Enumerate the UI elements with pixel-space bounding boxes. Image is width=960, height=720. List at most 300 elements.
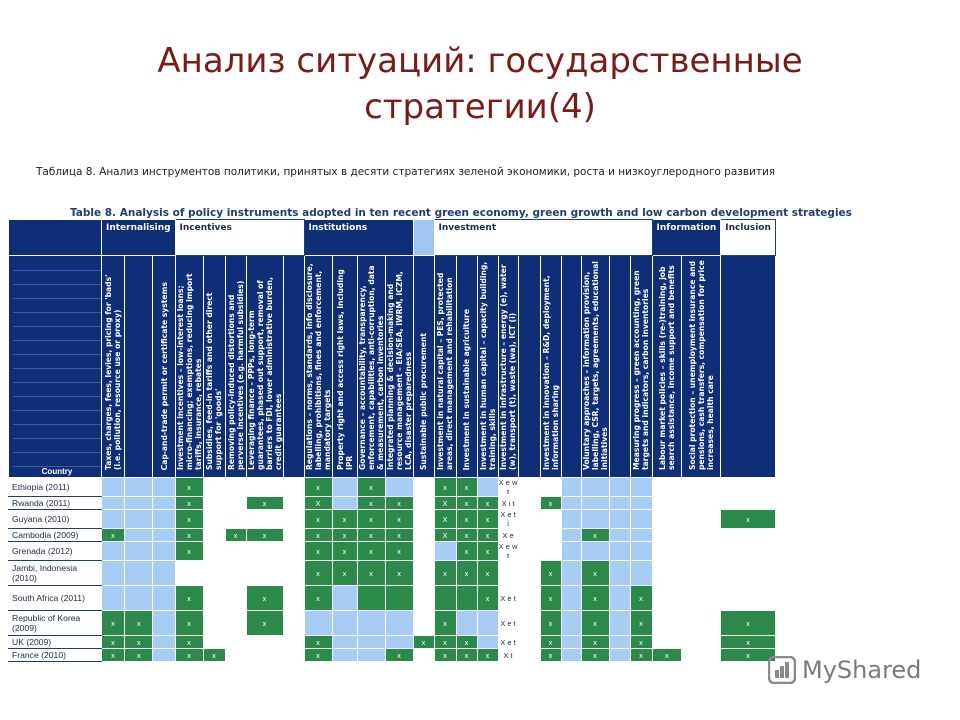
- table-cell: x: [721, 636, 776, 649]
- group-header: Information: [652, 220, 721, 256]
- table-cell: x: [581, 529, 609, 542]
- table-cell: [561, 586, 581, 611]
- table-cell: [283, 636, 304, 649]
- table-cell: [561, 561, 581, 586]
- table-cell: [561, 649, 581, 662]
- table-cell: [652, 497, 681, 510]
- table-cell: [246, 542, 283, 561]
- table-cell: [609, 586, 630, 611]
- table-cell: x: [721, 649, 776, 662]
- table-cell: x: [581, 611, 609, 636]
- column-header: [357, 256, 385, 478]
- table-cell: x: [102, 611, 125, 636]
- table-cell: [682, 561, 721, 586]
- table-cell: x: [357, 478, 385, 497]
- table-cell: [283, 510, 304, 529]
- column-header: [540, 256, 561, 478]
- table-cell: X e t: [498, 611, 518, 636]
- table-cell: [102, 510, 125, 529]
- table-row: [9, 611, 776, 636]
- column-header: [498, 256, 518, 478]
- column-header: [413, 256, 434, 478]
- table-cell: x: [652, 649, 681, 662]
- table-cell: x: [630, 611, 652, 636]
- group-header-row: [9, 220, 776, 256]
- table-cell: [246, 561, 283, 586]
- table-cell: [721, 586, 776, 611]
- table-cell: [682, 510, 721, 529]
- table-cell: x: [175, 478, 203, 497]
- table-cell: x: [175, 611, 203, 636]
- table-cell: [332, 478, 357, 497]
- table-cell: [225, 542, 246, 561]
- table-cell: [357, 636, 385, 649]
- table-cell: [540, 542, 561, 561]
- table-cell: [609, 636, 630, 649]
- table-cell: x: [125, 636, 153, 649]
- policy-instruments-table: [8, 219, 776, 662]
- table-cell: [477, 636, 498, 649]
- table-cell: x: [246, 611, 283, 636]
- column-header-label: Voluntary approaches – information provision, labelling, CSR, targets, agreements, educational initiatives: [581, 261, 609, 470]
- table-cell: x: [477, 586, 498, 611]
- table-cell: x: [304, 586, 332, 611]
- table-cell: x: [125, 649, 153, 662]
- table-cell: [203, 510, 225, 529]
- table-row: [9, 636, 776, 649]
- table-cell: x: [456, 649, 477, 662]
- header-corner: [9, 220, 102, 256]
- table-cell: [652, 478, 681, 497]
- column-header-label: Labour market policies – skills (re-)training, job search assistance, income support and benefits: [657, 265, 676, 470]
- table-cell: [518, 586, 540, 611]
- table-cell: [477, 611, 498, 636]
- table-cell: [125, 497, 153, 510]
- table-cell: [225, 510, 246, 529]
- column-header-label: Leveraging finance – PPPs, long-term guarantees, phased out support, removal of barriers to FDI, lower administrative burden, credit guarantees: [246, 277, 283, 470]
- table-cell: [283, 561, 304, 586]
- column-header: [125, 256, 153, 478]
- table-cell: [125, 561, 153, 586]
- country-column-header: [9, 256, 102, 478]
- table-cell: x: [581, 561, 609, 586]
- column-header: [561, 256, 581, 478]
- table-cell: [652, 586, 681, 611]
- column-header-label: Taxes, charges, fees, levies, pricing for 'bads' (i.e. pollution, resource use or proxy): [104, 274, 123, 470]
- group-header: Investment: [434, 220, 652, 256]
- column-header-label: Social protection – unemployment insurance and pensions, cash transfers, compensation for price increases, health care: [687, 260, 715, 470]
- table-cell: [609, 542, 630, 561]
- table-row: [9, 561, 776, 586]
- table-cell: [153, 510, 175, 529]
- table-cell: [581, 497, 609, 510]
- column-header: [630, 256, 652, 478]
- myshared-logo-text: MyShared: [802, 656, 922, 684]
- group-header: Institutions: [304, 220, 413, 256]
- column-header-label: Investment in human capital – capacity building, training, skills: [478, 261, 497, 470]
- table-cell: [581, 542, 609, 561]
- table-cell: [332, 636, 357, 649]
- table-cell: [153, 529, 175, 542]
- table-cell: x: [456, 636, 477, 649]
- table-cell: [153, 542, 175, 561]
- table-cell: [682, 529, 721, 542]
- table-cell: [652, 561, 681, 586]
- slide-title-line-2: стратегии(4): [364, 87, 596, 127]
- table-cell: [540, 510, 561, 529]
- table-cell: [540, 529, 561, 542]
- table-cell: x: [304, 529, 332, 542]
- table-cell: x: [357, 510, 385, 529]
- table-cell: x: [304, 542, 332, 561]
- table-cell: x: [246, 497, 283, 510]
- table-cell: [413, 497, 434, 510]
- table-cell: [652, 542, 681, 561]
- table-cell: [332, 611, 357, 636]
- table-cell: x: [246, 586, 283, 611]
- table-cell: x: [304, 510, 332, 529]
- table-cell: [102, 542, 125, 561]
- table-cell: x: [477, 542, 498, 561]
- table-cell: [283, 529, 304, 542]
- table-cell: [225, 636, 246, 649]
- column-header-label: Subsidies, feed-in tariffs and other direct support for 'goods': [205, 292, 224, 470]
- table-cell: x: [357, 542, 385, 561]
- column-header-label: Investment in infrastructure – energy (e), water (w), transport (t), waste (wa), ICT (i): [499, 264, 518, 470]
- table-cell: x: [456, 529, 477, 542]
- group-header: Internalising: [102, 220, 176, 256]
- table-cell: x: [540, 497, 561, 510]
- column-header: [332, 256, 357, 478]
- table-cell: [682, 611, 721, 636]
- table-cell: [609, 561, 630, 586]
- column-header-label: Measuring progress – green accounting, green targets and indicators, carbon inventories: [632, 270, 651, 470]
- table-cell: [102, 561, 125, 586]
- column-header-label: Governance – accountability, transparency, enforcement, capabilities, anti-corruption, data & measurement, carbon inventories: [357, 265, 385, 470]
- table-cell: x: [332, 529, 357, 542]
- table-cell: [561, 636, 581, 649]
- table-cell: x: [581, 586, 609, 611]
- table-cell: [332, 649, 357, 662]
- table-cell: [246, 478, 283, 497]
- column-header: [581, 256, 609, 478]
- table-cell: [434, 542, 456, 561]
- table-cell: [581, 510, 609, 529]
- table-cell: x: [357, 497, 385, 510]
- table-cell: x: [246, 529, 283, 542]
- column-header: [477, 256, 498, 478]
- table-cell: [225, 478, 246, 497]
- table-cell: [203, 529, 225, 542]
- table-cell: x: [477, 561, 498, 586]
- table-cell: [609, 510, 630, 529]
- table-cell: [153, 649, 175, 662]
- table-cell: [456, 611, 477, 636]
- country-cell: Guyana (2010): [9, 510, 102, 529]
- table-cell: [357, 649, 385, 662]
- table-cell: [153, 561, 175, 586]
- column-header-row: [9, 256, 776, 478]
- column-header: [456, 256, 477, 478]
- column-header-label: Investment in innovation – R&D, deployment, information sharing: [541, 275, 560, 470]
- table-cell: x: [721, 510, 776, 529]
- table-cell: x: [540, 636, 561, 649]
- table-cell: x: [581, 649, 609, 662]
- column-header-label: Sustainable public procurement: [419, 332, 429, 470]
- table-cell: [652, 611, 681, 636]
- country-cell: Republic of Korea (2009): [9, 611, 102, 636]
- table-row: [9, 497, 776, 510]
- table-cell: x: [102, 529, 125, 542]
- table-cell: [203, 611, 225, 636]
- table-cell: [203, 586, 225, 611]
- table-cell: [357, 611, 385, 636]
- table-cell: [283, 497, 304, 510]
- table-cell: [102, 586, 125, 611]
- table-cell: [413, 611, 434, 636]
- table-cell: [518, 497, 540, 510]
- table-cell: [518, 649, 540, 662]
- table-cell: [518, 636, 540, 649]
- table-cell: x: [304, 478, 332, 497]
- column-header: [175, 256, 203, 478]
- table-cell: x: [175, 649, 203, 662]
- table-cell: X e w t: [498, 478, 518, 496]
- table-cell: [652, 529, 681, 542]
- table-cell: [518, 510, 540, 529]
- table-cell: [413, 649, 434, 662]
- table-cell: x: [332, 542, 357, 561]
- table-cell: x: [175, 510, 203, 529]
- table-cell: [518, 478, 540, 497]
- table-cell: [609, 478, 630, 497]
- table-cell: [283, 478, 304, 497]
- table-cell: X: [434, 529, 456, 542]
- table-cell: x: [721, 611, 776, 636]
- table-cell: x: [434, 611, 456, 636]
- table-cell: [385, 478, 413, 497]
- group-header: Inclusion: [721, 220, 776, 256]
- table-cell: [153, 586, 175, 611]
- table-cell: x: [175, 586, 203, 611]
- column-header-label: Property right and access right laws, including IPR: [335, 269, 354, 470]
- table-cell: [246, 510, 283, 529]
- table-cell: [518, 561, 540, 586]
- table-cell: [283, 649, 304, 662]
- table-cell: x: [385, 510, 413, 529]
- column-header: [385, 256, 413, 478]
- table-cell: [518, 529, 540, 542]
- table-cell: [304, 611, 332, 636]
- table-cell: x: [357, 561, 385, 586]
- table-cell: X i t: [498, 497, 518, 510]
- table-cell: X e t i: [498, 510, 518, 529]
- column-header: [304, 256, 332, 478]
- table-cell: [246, 649, 283, 662]
- table-cell: [609, 611, 630, 636]
- table-cell: x: [477, 529, 498, 542]
- table-cell: [283, 542, 304, 561]
- table-cell: [630, 497, 652, 510]
- table-cell: [125, 478, 153, 497]
- table-cell: [125, 510, 153, 529]
- column-header-label: Investment incentives – low-interest loans; micro-financing; exemptions, reducing import tariffs, insurance, rebates: [175, 273, 203, 470]
- column-header: [203, 256, 225, 478]
- table-cell: [153, 497, 175, 510]
- table-cell: x: [102, 649, 125, 662]
- table-cell: x: [332, 510, 357, 529]
- table-cell: x: [385, 649, 413, 662]
- table-cell: [721, 497, 776, 510]
- table-cell: x: [175, 636, 203, 649]
- table-cell: [413, 510, 434, 529]
- table-cell: [682, 478, 721, 497]
- table-cell: [518, 542, 540, 561]
- table-cell: x: [434, 649, 456, 662]
- table-cell: X: [434, 510, 456, 529]
- table-cell: x: [413, 636, 434, 649]
- table-cell: x: [434, 636, 456, 649]
- table-cell: [357, 586, 385, 611]
- table-cell: [385, 636, 413, 649]
- slide-title: [0, 38, 960, 130]
- table-cell: [540, 478, 561, 497]
- table-cell: [682, 542, 721, 561]
- table-cell: X t: [498, 649, 518, 662]
- table-cell: [630, 510, 652, 529]
- country-cell: Cambodia (2009): [9, 529, 102, 542]
- table-cell: x: [540, 649, 561, 662]
- table-cell: [721, 478, 776, 497]
- table-english-title: Table 8. Analysis of policy instruments adopted in ten recent green economy, green growth and low carbon development strategies: [70, 207, 852, 219]
- table-row: [9, 478, 776, 497]
- table-cell: x: [540, 586, 561, 611]
- table-cell: X e: [498, 529, 518, 542]
- table-cell: [682, 649, 721, 662]
- table-cell: x: [456, 497, 477, 510]
- table-cell: [225, 611, 246, 636]
- country-cell: Rwanda (2011): [9, 497, 102, 510]
- myshared-logo: [768, 656, 921, 684]
- column-header: [153, 256, 175, 478]
- table-cell: [652, 636, 681, 649]
- table-cell: [283, 611, 304, 636]
- table-cell: [283, 586, 304, 611]
- table-cell: x: [304, 649, 332, 662]
- table-cell: [630, 542, 652, 561]
- table-cell: X e t: [498, 586, 518, 611]
- table-cell: [385, 611, 413, 636]
- table-cell: x: [203, 649, 225, 662]
- column-header: [246, 256, 283, 478]
- column-header-label: Integrated planning & decision-making and resource management – EIA/SEA, IWRM, ICZM, LCA, disaster preparedness: [385, 271, 413, 470]
- table-cell: [518, 611, 540, 636]
- column-header: [652, 256, 681, 478]
- table-cell: [561, 510, 581, 529]
- table-cell: [153, 478, 175, 497]
- table-cell: [203, 636, 225, 649]
- table-cell: [203, 497, 225, 510]
- table-cell: x: [175, 497, 203, 510]
- table-cell: [102, 497, 125, 510]
- table-cell: [609, 497, 630, 510]
- table-cell: x: [477, 649, 498, 662]
- table-cell: x: [630, 649, 652, 662]
- country-cell: UK (2009): [9, 636, 102, 649]
- table-cell: x: [385, 542, 413, 561]
- table-cell: [225, 649, 246, 662]
- table-cell: [581, 478, 609, 497]
- table-cell: x: [581, 636, 609, 649]
- table-cell: [413, 529, 434, 542]
- table-cell: x: [175, 529, 203, 542]
- table-cell: X e w t: [498, 542, 518, 560]
- column-header-label: Removing policy-induced distortions and perverse incentives (e.g. harmful subsidies): [226, 280, 245, 470]
- table-cell: [561, 478, 581, 497]
- table-cell: x: [540, 561, 561, 586]
- table-cell: x: [456, 542, 477, 561]
- table-cell: [125, 529, 153, 542]
- table-row: [9, 586, 776, 611]
- table-cell: [561, 497, 581, 510]
- table-cell: X: [304, 497, 332, 510]
- table-cell: x: [102, 636, 125, 649]
- table-cell: [413, 542, 434, 561]
- table-cell: x: [456, 510, 477, 529]
- table-cell: [630, 529, 652, 542]
- table-cell: [721, 529, 776, 542]
- column-header-label: Investment in sustainable agriculture: [462, 308, 472, 470]
- column-header: [225, 256, 246, 478]
- table-cell: x: [357, 529, 385, 542]
- table-cell: x: [304, 561, 332, 586]
- table-cell: x: [304, 636, 332, 649]
- country-cell: Grenada (2012): [9, 542, 102, 561]
- table-cell: x: [225, 529, 246, 542]
- country-label: Country: [41, 467, 73, 476]
- table-cell: [561, 542, 581, 561]
- table-cell: [153, 611, 175, 636]
- table-cell: [434, 586, 456, 611]
- table-cell: x: [434, 561, 456, 586]
- column-header: [682, 256, 721, 478]
- country-cell: South Africa (2011): [9, 586, 102, 611]
- table-cell: [203, 478, 225, 497]
- table-cell: x: [477, 497, 498, 510]
- table-cell: [456, 586, 477, 611]
- column-header: [434, 256, 456, 478]
- table-cell: [721, 542, 776, 561]
- table-cell: x: [456, 478, 477, 497]
- table-cell: [246, 636, 283, 649]
- table-cell: x: [434, 478, 456, 497]
- table-body: [9, 478, 776, 662]
- table-cell: [413, 586, 434, 611]
- table-cell: x: [540, 611, 561, 636]
- table-cell: [332, 497, 357, 510]
- table-cell: [225, 497, 246, 510]
- myshared-logo-icon: [768, 656, 796, 684]
- table-cell: x: [456, 561, 477, 586]
- table-cell: [721, 561, 776, 586]
- table-cell: [652, 510, 681, 529]
- table-cell: [630, 561, 652, 586]
- table-caption: Таблица 8. Анализ инструментов политики, принятых в десяти стратегиях зеленой экономики, роста и низкоуглеродного развития: [36, 166, 776, 178]
- table-cell: [413, 561, 434, 586]
- table-row: [9, 510, 776, 529]
- table-cell: [153, 636, 175, 649]
- column-header: [518, 256, 540, 478]
